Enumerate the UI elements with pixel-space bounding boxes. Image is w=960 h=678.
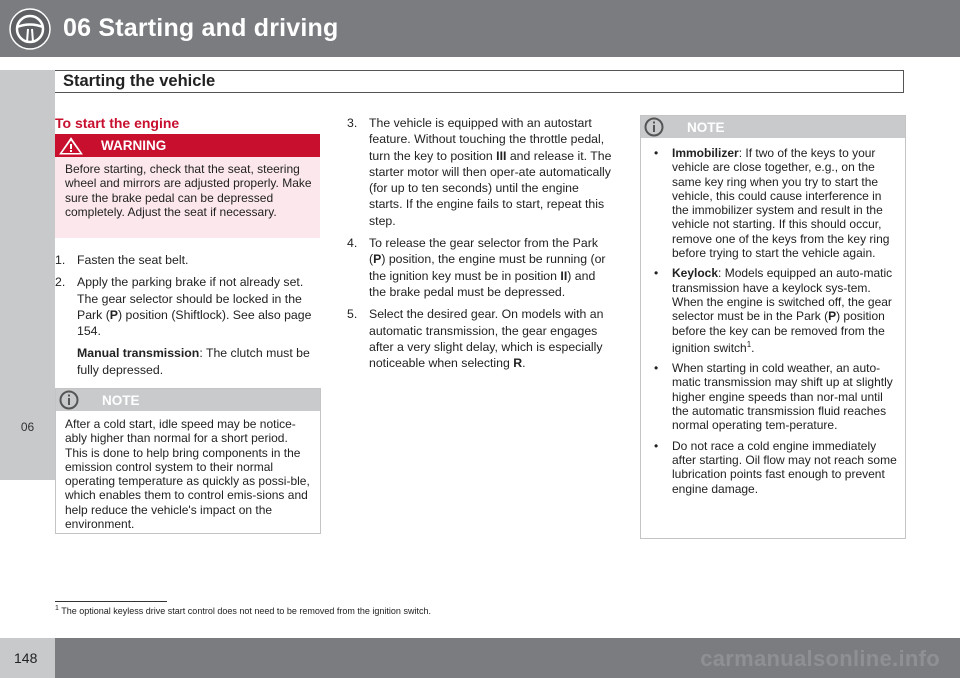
note-label: NOTE bbox=[102, 393, 140, 408]
list-item bbox=[55, 252, 321, 268]
steering-wheel-icon bbox=[9, 8, 51, 50]
list-item bbox=[650, 266, 897, 355]
step-text: and release it. The starter motor will then oper-ate automatically (for up to ten seconds) until the engine starts. If the engine fails to start, repeat this step. bbox=[369, 148, 612, 228]
footnote-number: 1 bbox=[55, 605, 59, 612]
note-box-right bbox=[640, 115, 906, 539]
step-text: Apply the parking brake if not already set. The gear selector should be locked in the Park ( bbox=[77, 275, 304, 322]
bullet-icon: • bbox=[654, 266, 659, 281]
list-item bbox=[650, 361, 897, 432]
chapter-title: 06 Starting and driving bbox=[63, 14, 339, 42]
list-item bbox=[347, 235, 615, 300]
left-steps bbox=[55, 252, 321, 384]
list-item bbox=[650, 146, 897, 260]
note-bullets bbox=[641, 138, 905, 496]
step-text: . bbox=[522, 356, 526, 371]
step-text: The vehicle is equipped with an autostart feature. Without touching the throttle pedal, turn the key to position bbox=[369, 116, 605, 163]
note-box-left bbox=[55, 388, 321, 534]
section-header bbox=[55, 70, 904, 93]
step-text: To release the gear selector from the Park ( bbox=[369, 236, 598, 267]
step-text: ) position, the engine must be running (or the ignition key must be in position bbox=[369, 252, 606, 283]
manual-transmission-note bbox=[77, 345, 321, 378]
list-item bbox=[650, 439, 897, 496]
warning-triangle-icon bbox=[58, 137, 84, 155]
footnote bbox=[55, 605, 431, 616]
gear-position: P bbox=[373, 252, 382, 267]
gear-position: P bbox=[828, 309, 837, 324]
chapter-header bbox=[0, 0, 960, 57]
bullet-text: Do not race a cold engine immediately after starting. Oil flow may not reach some lubrication points fast enough to prevent engine damage. bbox=[672, 438, 897, 496]
note-header bbox=[56, 389, 320, 411]
gear-position: P bbox=[109, 307, 118, 322]
warning-label: WARNING bbox=[101, 138, 167, 153]
footnote-ref: 1 bbox=[746, 339, 752, 349]
step-number: 1. bbox=[55, 253, 66, 267]
footnote-divider bbox=[55, 601, 167, 602]
step-text: ) position (Shiftlock). See also page 154. bbox=[77, 307, 312, 339]
bullet-term: Immobilizer bbox=[672, 146, 739, 160]
list-item bbox=[347, 115, 615, 229]
warning-header bbox=[55, 134, 320, 157]
step-number: 4. bbox=[347, 236, 358, 251]
warning-text: Before starting, check that the seat, steering wheel and mirrors are adjusted properly. Make sure the brake pedal can be depressed completely. Adjust the seat if necessary. bbox=[65, 162, 312, 219]
bullet-text: . bbox=[751, 340, 755, 355]
step-number: 5. bbox=[347, 307, 358, 322]
info-icon bbox=[59, 390, 79, 410]
step-text: Select the desired gear. On models with an automatic transmission, the gear engages after a very slight delay, which is especially noticeable when selecting bbox=[369, 307, 604, 371]
key-position: III bbox=[496, 148, 507, 163]
section-title: Starting the vehicle bbox=[63, 72, 216, 90]
chapter-side-tab bbox=[0, 70, 55, 480]
note-text: After a cold start, idle speed may be notice-ably higher than normal for a short period. This is done to help bring components in the emission control system to their normal operating temperature as quickly as possi-ble, which enables them to control emis-sions and help reduce the vehicle's impact on the environment. bbox=[65, 417, 310, 532]
procedure-heading: To start the engine bbox=[55, 115, 180, 131]
step-text: ) and the brake pedal must be depressed. bbox=[369, 268, 596, 299]
footnote-text: The optional keyless drive start control does not need to be removed from the ignition switch. bbox=[61, 606, 431, 616]
watermark: carmanualsonline.info bbox=[700, 646, 940, 671]
middle-steps bbox=[347, 115, 615, 377]
list-item bbox=[347, 306, 615, 371]
note-label: NOTE bbox=[687, 120, 725, 135]
note-header bbox=[641, 116, 905, 138]
bullet-text: : Models equipped an auto-matic transmission have a keylock sys-tem. When the engine is switched off, the gear selector must be in the Park ( bbox=[672, 266, 893, 324]
info-icon bbox=[644, 117, 664, 137]
bullet-icon: • bbox=[654, 146, 659, 160]
page-number: 148 bbox=[14, 650, 38, 666]
left-column bbox=[55, 115, 320, 131]
warning-box bbox=[55, 134, 320, 238]
list-item bbox=[55, 274, 321, 378]
bullet-text: When starting in cold weather, an auto-matic transmission may shift up at slightly higher engine speeds than nor-mal until the automatic transmission fluid reaches normal operating tem-perature. bbox=[672, 361, 893, 433]
step-number: 3. bbox=[347, 116, 358, 130]
bullet-term: Keylock bbox=[672, 266, 719, 281]
manual-label: Manual transmission bbox=[77, 346, 200, 361]
bullet-icon: • bbox=[654, 438, 659, 453]
bullet-icon: • bbox=[654, 361, 659, 376]
step-number: 2. bbox=[55, 275, 66, 290]
manual-text: : The clutch must be fully depressed. bbox=[77, 346, 310, 377]
bullet-text: ) position before the key can be removed from the ignition switch bbox=[672, 309, 885, 355]
key-position: II bbox=[560, 268, 568, 283]
bullet-text: : If two of the keys to your vehicle are close together, e.g., on the same key ring when you try to start the vehicle, this could cause interference in the immobilizer system and result in the vehicle not starting. If this should occur, remove one of the keys from the key ring before trying to start the vehicle again. bbox=[672, 146, 890, 261]
gear-position: R bbox=[513, 356, 523, 371]
side-chapter-number: 06 bbox=[20, 420, 35, 434]
step-text: Fasten the seat belt. bbox=[77, 253, 189, 267]
